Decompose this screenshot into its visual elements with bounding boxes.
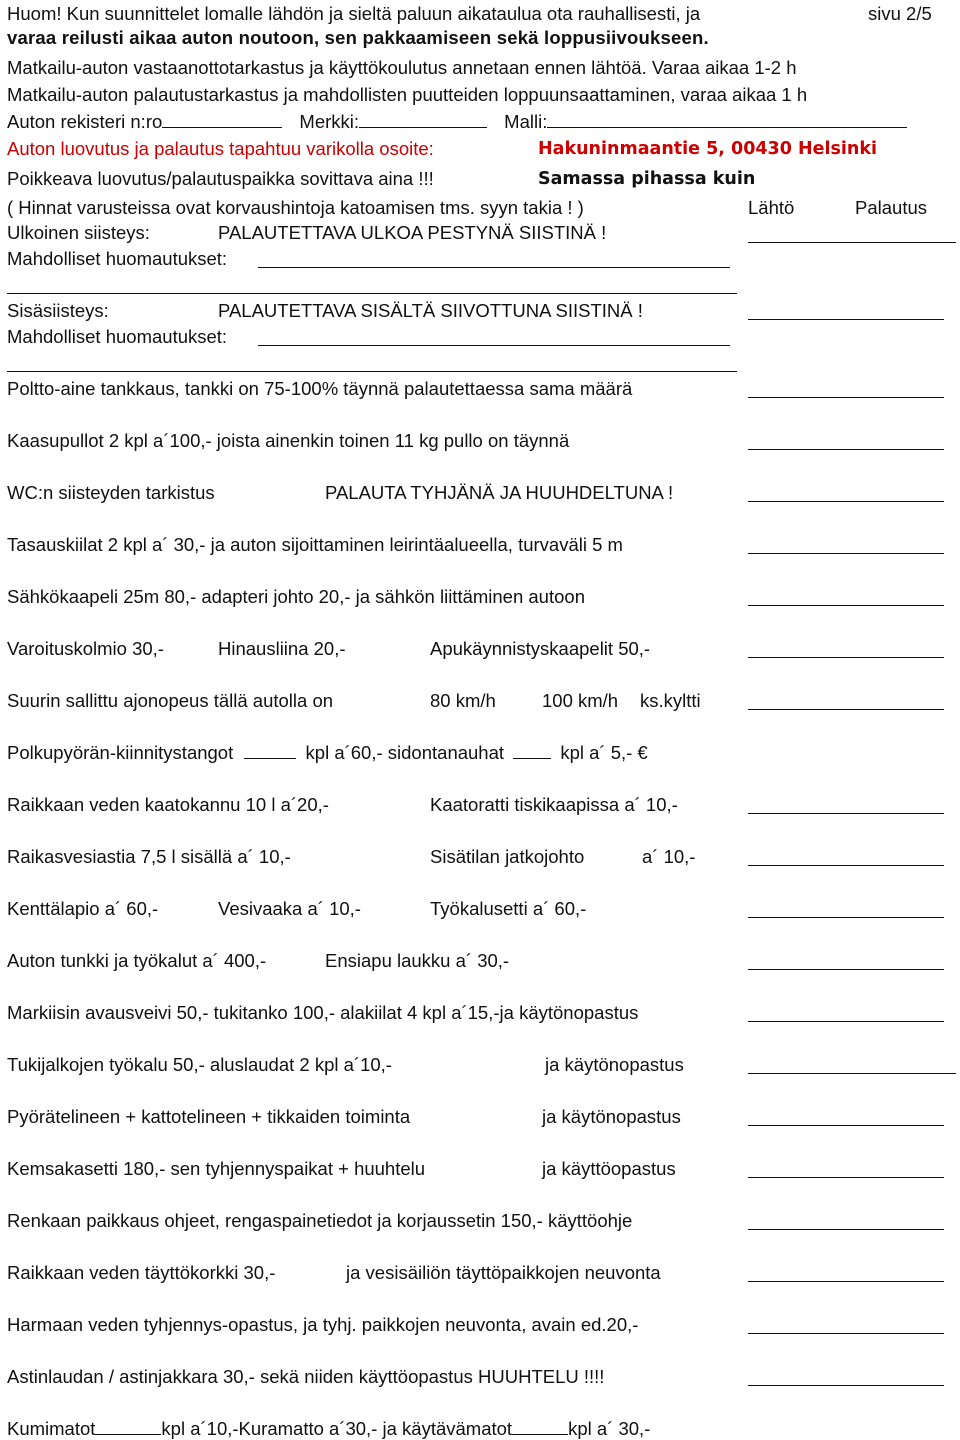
check-field-wedges[interactable]: [748, 552, 944, 554]
item-bike-rack-row: [7, 742, 648, 764]
item-extension-cord-price: a´ 10,-: [642, 846, 696, 867]
check-field-tools[interactable]: [748, 916, 944, 918]
item-wedges: Tasauskiilat 2 kpl a´ 30,- ja auton sijoittaminen leirintäalueella, turvaväli 5 m: [7, 534, 623, 555]
header-line-2: varaa reilusti aikaa auton noutoon, sen pakkaamiseen sekä loppusiivoukseen.: [7, 27, 709, 48]
item-supports: Tukijalkojen työkalu 50,- aluslaudat 2 kpl a´10,-: [7, 1054, 392, 1075]
bike-rack-qty-field[interactable]: [244, 742, 296, 759]
header-line-1: Huom! Kun suunnittelet lomalle lähdön ja sieltä paluun aikataulua ota rauhallisesti, ja: [7, 3, 701, 24]
interior-value: PALAUTETTAVA SISÄLTÄ SIIVOTTUNA SIISTINÄ !: [218, 300, 643, 321]
check-field-tire-repair[interactable]: [748, 1228, 944, 1230]
check-field-gas[interactable]: [748, 448, 944, 450]
straps-qty-field[interactable]: [513, 742, 551, 759]
check-field-jack[interactable]: [748, 968, 944, 970]
item-cassette-guide: ja käyttöopastus: [542, 1158, 676, 1179]
interior-label: Sisäsiisteys:: [7, 300, 109, 321]
reg-field[interactable]: [162, 111, 282, 128]
item-grey-water: Harmaan veden tyhjennys-opastus, ja tyhj. paikkojen neuvonta, avain ed.20,-: [7, 1314, 639, 1335]
header-line-3: Matkailu-auton vastaanottotarkastus ja käyttökoulutus annetaan ennen lähtöä. Varaa aikaa 1-2 h: [7, 57, 797, 78]
exterior-check-field[interactable]: [748, 241, 956, 243]
location-label: Auton luovutus ja palautus tapahtuu varikolla osoite:: [7, 138, 434, 159]
interior-remarks-label: Mahdolliset huomautukset:: [7, 326, 228, 347]
make-field[interactable]: [359, 111, 487, 128]
item-supports-guide: ja käytönopastus: [545, 1054, 684, 1075]
interior-remarks-line-1[interactable]: [258, 344, 730, 346]
item-mats-prices: kpl a´10,-Kuramatto a´30,- ja käytävämatot: [161, 1418, 513, 1439]
page-number: sivu 2/5: [868, 3, 932, 24]
item-jumper-cables: Apukäynnistyskaapelit 50,-: [430, 638, 651, 659]
check-field-grey-water[interactable]: [748, 1332, 944, 1334]
check-field-speed[interactable]: [748, 708, 944, 710]
item-straps-price: kpl a´ 5,- €: [560, 742, 648, 763]
item-extension-cord: Sisätilan jatkojohto: [430, 846, 585, 867]
model-label: Malli:: [504, 111, 548, 132]
item-triangle: Varoituskolmio 30,-: [7, 638, 164, 659]
exterior-value: PALAUTETTAVA ULKOA PESTYNÄ SIISTINÄ !: [218, 222, 607, 243]
check-field-step[interactable]: [748, 1384, 944, 1386]
item-first-aid: Ensiapu laukku a´ 30,-: [325, 950, 510, 971]
item-racks: Pyörätelineen + kattotelineen + tikkaiden toiminta: [7, 1106, 411, 1127]
header-line-4: Matkailu-auton palautustarkastus ja mahdollisten puutteiden loppuunsaattaminen, varaa aikaa 1 h: [7, 84, 808, 105]
interior-remarks-line-2[interactable]: [7, 370, 737, 372]
item-straps: kpl a´60,- sidontanauhat: [305, 742, 505, 763]
check-field-awning[interactable]: [748, 1020, 944, 1022]
check-field-triangle[interactable]: [748, 656, 944, 658]
item-bike-rack: Polkupyörän-kiinnitystangot: [7, 742, 234, 763]
item-tow-rope: Hinausliina 20,-: [218, 638, 346, 659]
column-departure: Lähtö: [748, 197, 795, 218]
aisle-mats-qty-field[interactable]: [512, 1418, 568, 1435]
item-wc: WC:n siisteyden tarkistus: [7, 482, 215, 503]
item-aisle-mats-price: kpl a´ 30,-: [568, 1418, 651, 1439]
item-gas: Kaasupullot 2 kpl a´100,- joista ainenkin toinen 11 kg pullo on täynnä: [7, 430, 570, 451]
exterior-remarks-line-1[interactable]: [258, 266, 730, 268]
item-fill-cap-guide: ja vesisäiliön täyttöpaikkojen neuvonta: [346, 1262, 661, 1283]
check-field-cassette[interactable]: [748, 1176, 944, 1178]
check-field-water-tank[interactable]: [748, 864, 944, 866]
exterior-label: Ulkoinen siisteys:: [7, 222, 150, 243]
item-racks-guide: ja käytönopastus: [542, 1106, 681, 1127]
item-speed: Suurin sallittu ajonopeus tällä autolla on: [7, 690, 334, 711]
location-address: Hakuninmaantie 5, 00430 Helsinki: [538, 139, 878, 159]
reg-label: Auton rekisteri n:ro: [7, 111, 163, 132]
item-funnel: Kaatoratti tiskikaapissa a´ 10,-: [430, 794, 678, 815]
column-return: Palautus: [855, 197, 927, 218]
item-awning: Markiisin avausveivi 50,- tukitanko 100,- alakiilat 4 kpl a´15,-ja käytönopastus: [7, 1002, 639, 1023]
item-step: Astinlaudan / astinjakkara 30,- sekä niiden käyttöopastus HUUHTELU !!!!: [7, 1366, 605, 1387]
item-mats-row: [7, 1418, 650, 1440]
check-field-fuel[interactable]: [748, 396, 944, 398]
model-field[interactable]: [547, 111, 907, 128]
item-jack: Auton tunkki ja työkalut a´ 400,-: [7, 950, 267, 971]
item-fill-cap: Raikkaan veden täyttökorkki 30,-: [7, 1262, 276, 1283]
exterior-remarks-label: Mahdolliset huomautukset:: [7, 248, 228, 269]
item-tire-repair: Renkaan paikkaus ohjeet, rengaspainetiedot ja korjaussetin 150,- käyttöohje: [7, 1210, 633, 1231]
check-field-water-can[interactable]: [748, 812, 944, 814]
interior-check-field[interactable]: [748, 318, 944, 320]
item-water-tank: Raikasvesiastia 7,5 l sisällä a´ 10,-: [7, 846, 291, 867]
item-toolset: Työkalusetti a´ 60,-: [430, 898, 587, 919]
check-field-cable[interactable]: [748, 604, 944, 606]
check-field-wc[interactable]: [748, 500, 944, 502]
item-rubber-mats: Kumimatot: [7, 1418, 96, 1439]
item-fuel: Poltto-aine tankkaus, tankki on 75-100% täynnä palautettaessa sama määrä: [7, 378, 633, 399]
item-wc-note: PALAUTA TYHJÄNÄ JA HUUHDELTUNA !: [325, 482, 674, 503]
speed-100: 100 km/h: [542, 690, 619, 711]
exterior-remarks-line-2[interactable]: [7, 292, 737, 294]
check-field-fill-cap[interactable]: [748, 1280, 944, 1282]
prices-note: ( Hinnat varusteissa ovat korvaushintoja katoamisen tms. syyn takia ! ): [7, 197, 584, 218]
check-field-racks[interactable]: [748, 1124, 944, 1126]
speed-sign: ks.kyltti: [640, 690, 701, 711]
item-shovel: Kenttälapio a´ 60,-: [7, 898, 159, 919]
item-level: Vesivaaka a´ 10,-: [218, 898, 361, 919]
vehicle-row: [7, 111, 907, 133]
item-cable: Sähkökaapeli 25m 80,- adapteri johto 20,- ja sähkön liittäminen autoon: [7, 586, 585, 607]
make-label: Merkki:: [299, 111, 360, 132]
item-cassette: Kemsakasetti 180,- sen tyhjennyspaikat + huuhtelu: [7, 1158, 426, 1179]
alt-location-label: Poikkeava luovutus/palautuspaikka sovittava aina !!!: [7, 168, 434, 189]
item-water-can: Raikkaan veden kaatokannu 10 l a´20,-: [7, 794, 329, 815]
speed-80: 80 km/h: [430, 690, 496, 711]
rubber-mats-qty-field[interactable]: [95, 1418, 161, 1435]
check-field-supports[interactable]: [748, 1072, 956, 1074]
alt-location-value: Samassa pihassa kuin: [538, 169, 756, 189]
